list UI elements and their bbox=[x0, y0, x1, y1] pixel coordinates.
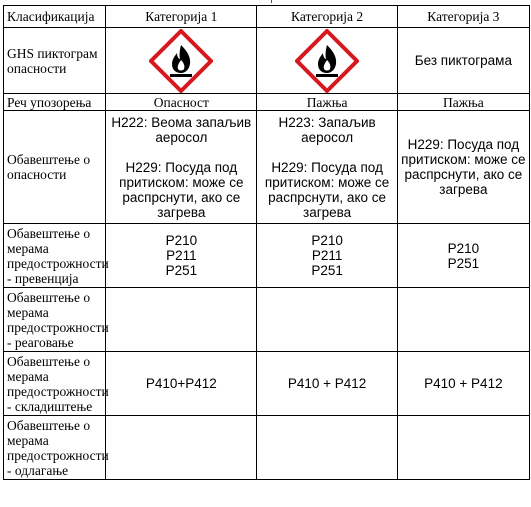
pictogram-cat-3-text: Без пиктограма bbox=[397, 28, 529, 94]
header-category-2: Категорија 2 bbox=[257, 6, 397, 28]
precaution-code: P211 bbox=[166, 248, 197, 263]
storage-cat-3: P410 + P412 bbox=[397, 352, 529, 416]
disposal-row bbox=[4, 416, 530, 480]
precaution-code: P251 bbox=[311, 263, 343, 278]
disposal-cat-3 bbox=[397, 416, 529, 480]
prevention-cat-3 bbox=[397, 224, 529, 288]
hazard-text: H229: Посуда под притиском: може се распрснути, ако се загрева bbox=[119, 159, 244, 220]
precaution-code: P211 bbox=[311, 248, 343, 263]
signal-word-cat-2: Пажња bbox=[257, 94, 397, 111]
response-cat-3 bbox=[397, 288, 529, 352]
response-cat-2 bbox=[257, 288, 397, 352]
prevention-label: Обавештење о мерама предострожности - превенција bbox=[4, 224, 106, 288]
ghs-classification-table bbox=[3, 5, 530, 480]
signal-word-row bbox=[4, 94, 530, 111]
precaution-code: P251 bbox=[165, 263, 198, 278]
flame-pictogram-icon bbox=[295, 29, 359, 93]
header-classification: Класификација bbox=[4, 6, 106, 28]
response-label: Обавештење о мерама предострожности - реаговање bbox=[4, 288, 106, 352]
hazard-statement-cat-2 bbox=[257, 111, 397, 224]
hazard-text: H222: Веома запаљив аеросол bbox=[111, 114, 252, 145]
pictogram-label: GHS пиктограм опасности bbox=[4, 28, 106, 94]
prevention-row bbox=[4, 224, 530, 288]
precaution-code: P210 bbox=[447, 240, 480, 256]
prevention-cat-1 bbox=[106, 224, 257, 288]
pictogram-cat-1 bbox=[106, 28, 257, 94]
hazard-statement-row bbox=[4, 111, 530, 224]
header-category-1: Категорија 1 bbox=[106, 6, 257, 28]
hazard-statement-cat-3 bbox=[397, 111, 529, 224]
response-row bbox=[4, 288, 530, 352]
top-tick-mark bbox=[271, 0, 272, 3]
disposal-cat-1 bbox=[106, 416, 257, 480]
response-cat-1 bbox=[106, 288, 257, 352]
hazard-statement-label: Обавештење о опасности bbox=[4, 111, 106, 224]
precaution-code: P210 bbox=[165, 233, 198, 248]
signal-word-cat-1: Опасност bbox=[106, 94, 257, 111]
flame-pictogram-icon bbox=[149, 29, 213, 93]
hazard-text: H229: Посуда под притиском: може се распрснути, ако се загрева bbox=[401, 137, 526, 197]
hazard-text: H229: Посуда под притиском: може се распрснути, ако се загрева bbox=[264, 159, 390, 220]
storage-row bbox=[4, 352, 530, 416]
signal-word-label: Реч упозорења bbox=[4, 94, 106, 111]
header-row bbox=[4, 6, 530, 28]
precaution-code: P210 bbox=[311, 233, 343, 248]
storage-cat-2: P410 + P412 bbox=[257, 352, 397, 416]
prevention-cat-2 bbox=[257, 224, 397, 288]
disposal-label: Обавештење о мерама предострожности - одлагање bbox=[4, 416, 106, 480]
header-category-3: Категорија 3 bbox=[397, 6, 529, 28]
precaution-code: P251 bbox=[447, 255, 480, 271]
pictogram-cat-2 bbox=[257, 28, 397, 94]
pictogram-row bbox=[4, 28, 530, 94]
storage-cat-1: P410+P412 bbox=[106, 352, 257, 416]
disposal-cat-2 bbox=[257, 416, 397, 480]
hazard-text: H223: Запаљив аеросол bbox=[278, 114, 376, 145]
storage-label: Обавештење о мерама предострожности - складиштење bbox=[4, 352, 106, 416]
hazard-statement-cat-1 bbox=[106, 111, 257, 224]
signal-word-cat-3: Пажња bbox=[397, 94, 529, 111]
